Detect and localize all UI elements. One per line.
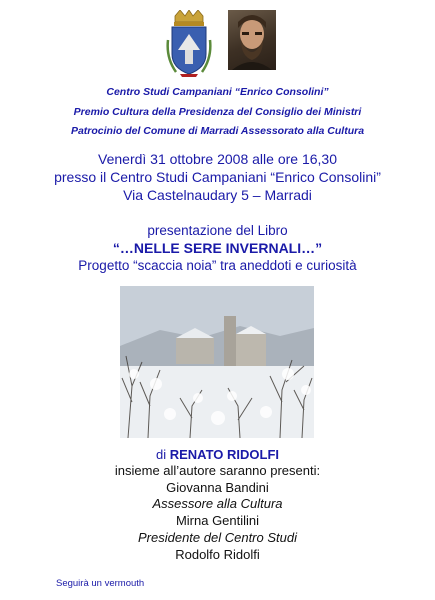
author-line <box>0 447 435 462</box>
sponsor-line-2: Premio Cultura della Presidenza del Consiglio dei Ministri <box>73 106 362 118</box>
presenter-name-3: Rodolfo Ridolfi <box>175 547 260 562</box>
winter-landscape-photo <box>120 286 314 438</box>
header-images <box>0 8 435 78</box>
sponsor-line-1: Centro Studi Campaniani “Enrico Consolini” <box>106 86 329 98</box>
event-address: Via Castelnaudary 5 – Marradi <box>123 187 312 203</box>
presenters-intro: insieme all’autore saranno presenti: <box>114 463 321 478</box>
presenter-role-1: Assessore alla Cultura <box>152 496 283 511</box>
author-name: RENATO RIDOLFI <box>169 447 280 462</box>
sponsor-line-3: Patrocinio del Comune di Marradi Assessorato alla Cultura <box>70 125 365 137</box>
presenter-name-2: Mirna Gentilini <box>175 513 260 528</box>
footer-note: Seguirà un vermouth <box>56 578 145 589</box>
presenter-name-1: Giovanna Bandini <box>166 480 269 495</box>
portrait-image <box>228 10 276 70</box>
presenter-role-2: Presidente del Centro Studi <box>138 530 297 545</box>
event-venue: presso il Centro Studi Campaniani “Enrico Consolini” <box>54 169 381 185</box>
book-intro: presentazione del Libro <box>147 223 288 238</box>
author-prefix: di <box>155 447 167 462</box>
book-subtitle: Progetto “scaccia noia” tra aneddoti e curiosità <box>78 258 357 273</box>
coat-of-arms-icon <box>166 10 212 78</box>
book-title: “…NELLE SERE INVERNALI…” <box>112 240 323 256</box>
event-date: Venerdì 31 ottobre 2008 alle ore 16,30 <box>98 151 337 167</box>
